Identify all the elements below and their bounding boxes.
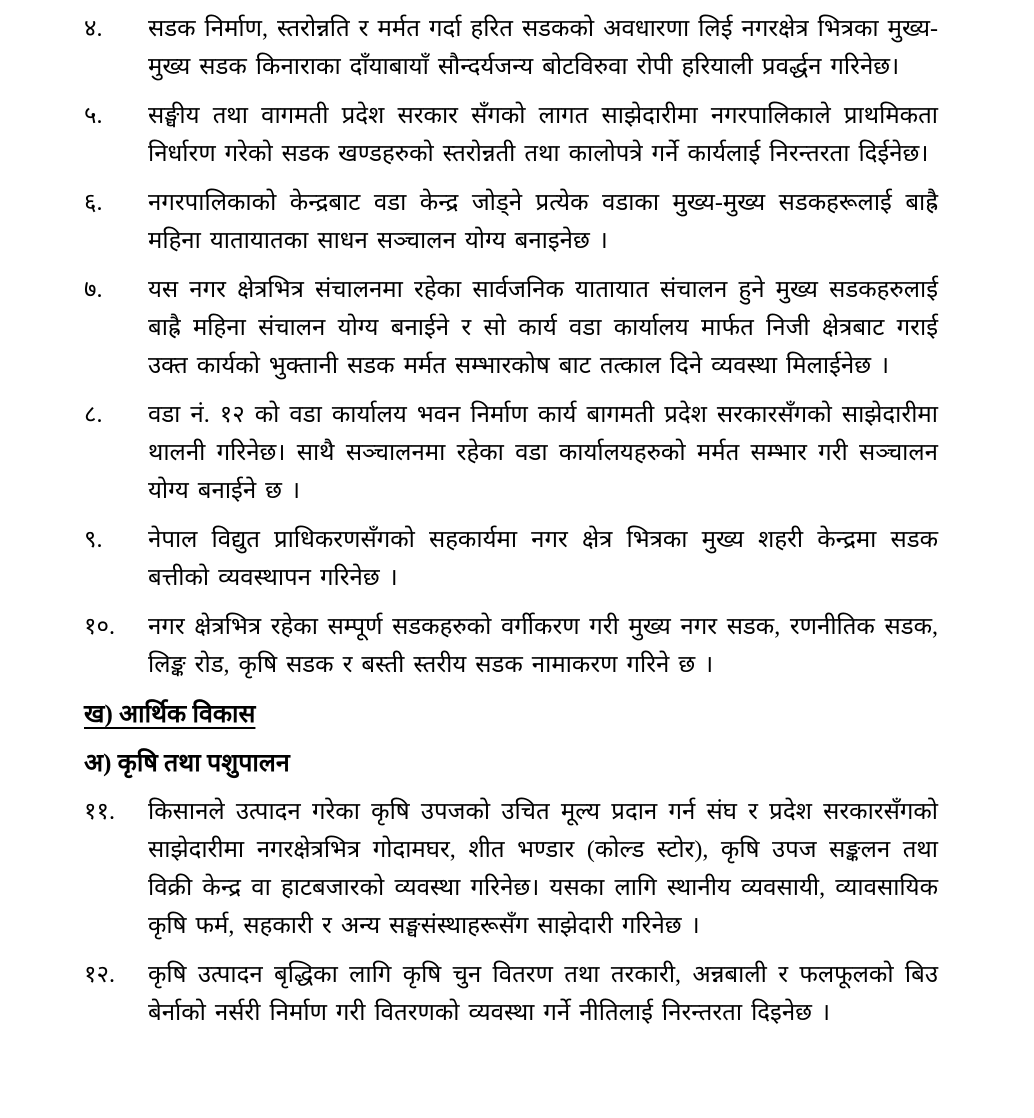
item-text: नेपाल विद्युत प्राधिकरणसँगको सहकार्यमा नगर क्षेत्र भित्रका मुख्य शहरी केन्द्रमा सडक बत्तीको व्यवस्थापन गरिनेछ ।	[148, 527, 938, 591]
item-number: ९.	[84, 527, 103, 553]
item-number: ७.	[84, 277, 103, 303]
item-text: यस नगर क्षेत्रभित्र संचालनमा रहेका सार्वजनिक यातायात संचालन हुने मुख्य सडकहरुलाई बाह्रै महिना संचालन योग्य बनाईने र सो कार्य वडा कार्यालय मार्फत निजी क्षेत्रबाट गराई उक्त कार्यको भुक्तानी सडक मर्मत सम्भारकोष बाट तत्काल दिने व्यवस्था मिलाईनेछ ।	[148, 277, 938, 379]
list-item	[84, 956, 938, 1032]
item-text: सङ्घीय तथा वागमती प्रदेश सरकार सँगको लागत साझेदारीमा नगरपालिकाले प्राथमिकता निर्धारण गरेको सडक खण्डहरुको स्तरोन्नती तथा कालोपत्रे गर्ने कार्यलाई निरन्तरता दिईनेछ।	[148, 103, 938, 167]
list-item	[84, 97, 938, 173]
section-heading: अ) कृषि तथा पशुपालन	[84, 750, 290, 777]
item-number: १०.	[84, 614, 115, 640]
list-item	[84, 521, 938, 597]
item-number: ५.	[84, 103, 103, 129]
list-item	[84, 608, 938, 684]
item-text: वडा नं. १२ को वडा कार्यालय भवन निर्माण कार्य बागमती प्रदेश सरकारसँगको साझेदारीमा थालनी गरिनेछ। साथै सञ्चालनमा रहेका वडा कार्यालयहरुको मर्मत सम्भार गरी सञ्चालन योग्य बनाईने छ ।	[148, 402, 938, 504]
list-item	[84, 271, 938, 385]
item-text: कृषि उत्पादन बृद्धिका लागि कृषि चुन वितरण तथा तरकारी, अन्नबाली र फलफूलको बिउ बेर्नाको नर्सरी निर्माण गरी वितरणको व्यवस्था गर्ने नीतिलाई निरन्तरता दिइनेछ ।	[148, 962, 938, 1026]
item-number: ६.	[84, 190, 103, 216]
list-item	[84, 396, 938, 510]
list-item	[84, 10, 938, 86]
item-text: नगरपालिकाको केन्द्रबाट वडा केन्द्र जोड्ने प्रत्येक वडाका मुख्य-मुख्य सडकहरूलाई बाह्रै महिना यातायातका साधन सञ्चालन योग्य बनाइनेछ ।	[148, 190, 938, 254]
item-text: सडक निर्माण, स्तरोन्नति र मर्मत गर्दा हरित सडकको अवधारणा लिई नगरक्षेत्र भित्रका मुख्य-मुख्य सडक किनाराका दाँयाबायाँ सौन्दर्यजन्य बोटविरुवा रोपी हरियाली प्रवर्द्धन गरिनेछ।	[148, 16, 938, 80]
item-number: ८.	[84, 402, 103, 428]
item-number: ११.	[84, 799, 115, 825]
document-body	[84, 10, 938, 1032]
list-item	[84, 184, 938, 260]
item-number: १२.	[84, 962, 115, 988]
item-text: नगर क्षेत्रभित्र रहेका सम्पूर्ण सडकहरुको वर्गीकरण गरी मुख्य नगर सडक, रणनीतिक सडक, लिङ्क रोड, कृषि सडक र बस्ती स्तरीय सडक नामाकरण गरिने छ ।	[148, 614, 938, 678]
list-item	[84, 793, 938, 945]
section-heading: ख) आर्थिक विकास	[84, 701, 256, 728]
item-number: ४.	[84, 16, 103, 42]
item-text: किसानले उत्पादन गरेका कृषि उपजको उचित मूल्य प्रदान गर्न संघ र प्रदेश सरकारसँगको साझेदारीमा नगरक्षेत्रभित्र गोदामघर, शीत भण्डार (कोल्ड स्टोर), कृषि उपज सङ्कलन तथा विक्री केन्द्र वा हाटबजारको व्यवस्था गरिनेछ। यसका लागि स्थानीय व्यवसायी, व्यावसायिक कृषि फर्म, सहकारी र अन्य सङ्घसंस्थाहरूसँग साझेदारी गरिनेछ ।	[148, 799, 938, 939]
